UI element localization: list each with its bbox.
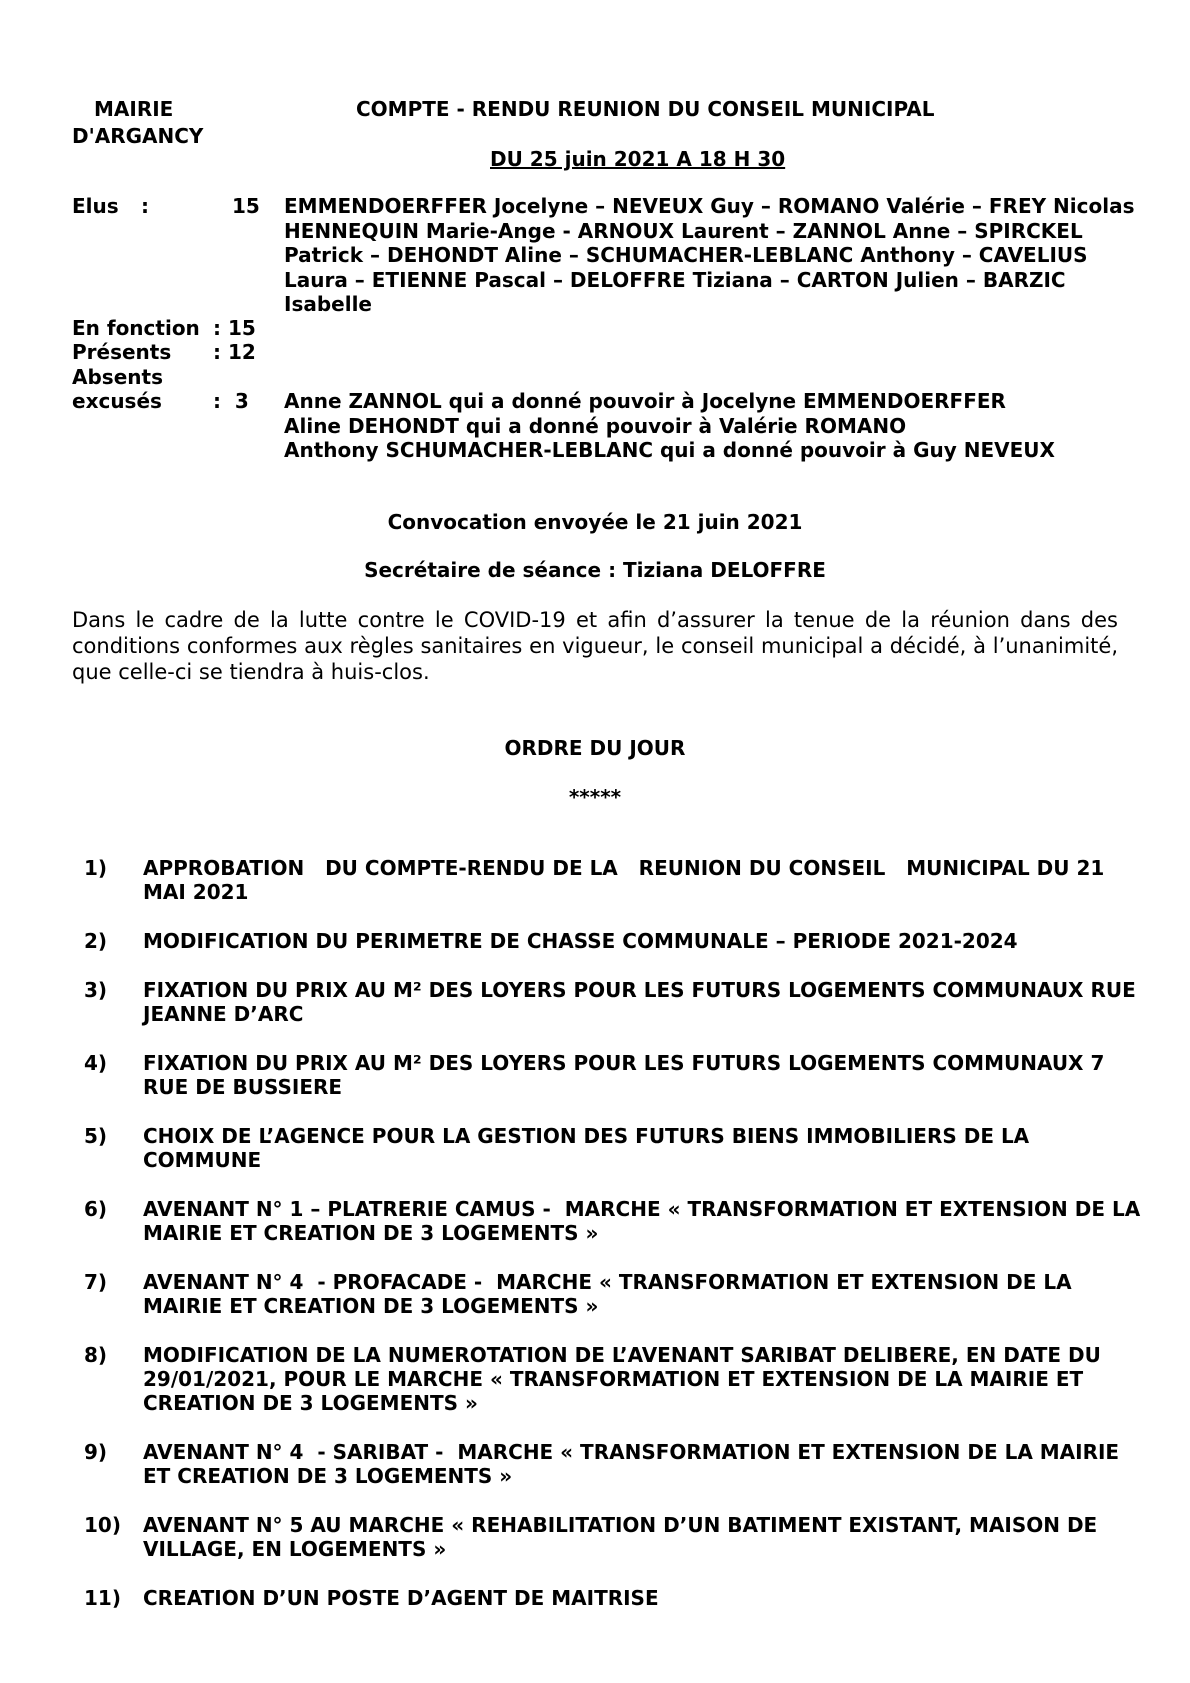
agenda-item-text: AVENANT N° 4 - PROFACADE - MARCHE « TRANSFORMATION ET EXTENSION DE LA MAIRIE ET CREATION DE 3 LOGEMENTS »	[143, 1270, 1079, 1318]
agenda-item-number: 7)	[84, 1270, 108, 1294]
absents-label: Absents	[72, 365, 163, 389]
mairie-heading	[72, 96, 232, 150]
agenda-item-text: MODIFICATION DU PERIMETRE DE CHASSE COMMUNALE – PERIODE 2021-2024	[143, 929, 1018, 953]
agenda-item-number: 9)	[84, 1440, 108, 1464]
agenda-item-number: 11)	[84, 1586, 121, 1610]
mairie-line-1: MAIRIE	[94, 97, 174, 121]
elus-count: 15	[232, 194, 260, 218]
absent-detail: Aline DEHONDT qui a donné pouvoir à Valérie ROMANO	[284, 413, 907, 438]
agenda-item-number: 8)	[84, 1343, 108, 1367]
convocation-line: Convocation envoyée le 21 juin 2021	[387, 510, 803, 534]
agenda-item-number: 6)	[84, 1197, 108, 1221]
agenda-item-text: APPROBATION DU COMPTE-RENDU DE LA REUNION DU CONSEIL MUNICIPAL DU 21 MAI 2021	[143, 856, 1112, 904]
agenda-item-number: 3)	[84, 978, 108, 1002]
agenda-item-text: MODIFICATION DE LA NUMEROTATION DE L’AVENANT SARIBAT DELIBERE, EN DATE DU 29/01/2021, POUR LE MARCHE « TRANSFORMATION ET EXTENSION DE LA MAIRIE ET CREATION DE 3 LOGEMENTS »	[143, 1343, 1101, 1415]
elus-colon: :	[141, 194, 149, 218]
absent-detail: Anthony SCHUMACHER-LEBLANC qui a donné pouvoir à Guy NEVEUX	[284, 438, 1055, 462]
absent-detail: Anne ZANNOL qui a donné pouvoir à Jocelyne EMMENDOERFFER	[284, 389, 1006, 413]
agenda-item-number: 1)	[84, 856, 108, 880]
agenda-item-number: 2)	[84, 929, 108, 953]
absents-details	[284, 389, 1146, 463]
document-title: COMPTE - RENDU REUNION DU CONSEIL MUNICIPAL	[356, 97, 935, 121]
presents-value: : 12	[213, 340, 256, 364]
covid-paragraph: Dans le cadre de la lutte contre le COVID-19 et afin d’assurer la tenue de la réunion dans des conditions conformes aux règles sanitaires en vigueur, le conseil municipal a décidé, à l’unanimité, que celle-ci se tiendra à huis-clos.	[72, 608, 1118, 684]
ordre-du-jour-heading: ORDRE DU JOUR	[504, 736, 686, 760]
absents-value: : 3	[213, 389, 249, 413]
meeting-date: DU 25 juin 2021 A 18 H 30	[490, 147, 786, 171]
elus-label: Elus	[72, 194, 119, 218]
en-fonction-value: : 15	[213, 316, 256, 340]
agenda-item-text: AVENANT N° 4 - SARIBAT - MARCHE « TRANSFORMATION ET EXTENSION DE LA MAIRIE ET CREATION DE 3 LOGEMENTS »	[143, 1440, 1127, 1488]
agenda-item-text: AVENANT N° 1 – PLATRERIE CAMUS - MARCHE « TRANSFORMATION ET EXTENSION DE LA MAIRIE ET CREATION DE 3 LOGEMENTS »	[143, 1197, 1148, 1245]
agenda-item-text: CHOIX DE L’AGENCE POUR LA GESTION DES FUTURS BIENS IMMOBILIERS DE LA COMMUNE	[143, 1124, 1030, 1172]
agenda-item-text: FIXATION DU PRIX AU M² DES LOYERS POUR LES FUTURS LOGEMENTS COMMUNAUX 7 RUE DE BUSSIERE	[143, 1051, 1105, 1099]
agenda-item-number: 10)	[84, 1513, 121, 1537]
en-fonction-label: En fonction	[72, 316, 200, 340]
agenda-item-text: CREATION D’UN POSTE D’AGENT DE MAITRISE	[143, 1586, 659, 1610]
excuses-label: excusés	[72, 389, 162, 413]
agenda-item-text: AVENANT N° 5 AU MARCHE « REHABILITATION D’UN BATIMENT EXISTANT, MAISON DE VILLAGE, EN LOGEMENTS »	[143, 1513, 1098, 1561]
ordre-du-jour-separator: *****	[568, 785, 622, 809]
agenda-item-number: 5)	[84, 1124, 108, 1148]
mairie-line-2: D'ARGANCY	[72, 124, 204, 148]
agenda-item-number: 4)	[84, 1051, 108, 1075]
presents-label: Présents	[72, 340, 172, 364]
elus-names: EMMENDOERFFER Jocelyne – NEVEUX Guy – ROMANO Valérie – FREY Nicolas HENNEQUIN Marie-Ange - ARNOUX Laurent – ZANNOL Anne – SPIRCKEL Patrick – DEHONDT Aline – SCHUMACHER-LEBLANC Anthony – CAVELIUS Laura – ETIENNE Pascal – DELOFFRE Tiziana – CARTON Julien – BARZIC Isabelle	[284, 194, 1135, 316]
agenda-item-text: FIXATION DU PRIX AU M² DES LOYERS POUR LES FUTURS LOGEMENTS COMMUNAUX RUE JEANNE D’ARC	[143, 978, 1136, 1026]
secretaire-line: Secrétaire de séance : Tiziana DELOFFRE	[364, 558, 826, 582]
